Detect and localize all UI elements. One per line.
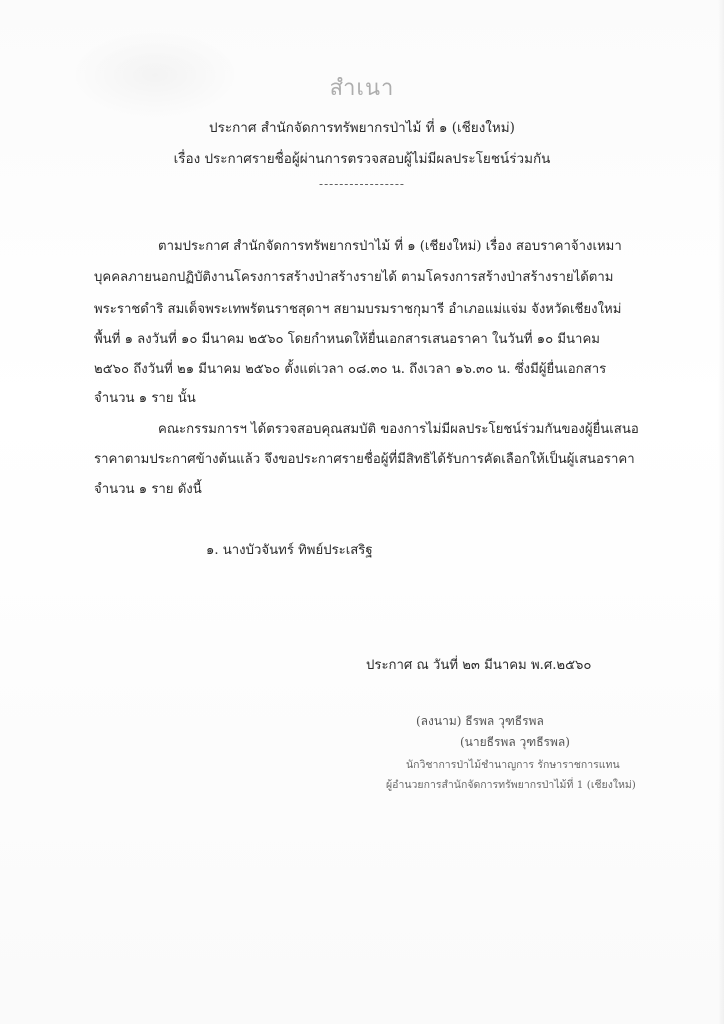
body-line-1: ตามประกาศ สำนักจัดการทรัพยากรป่าไม้ ที่ ๑ (เชียงใหม่) เรื่อง สอบราคาจ้างเหมา bbox=[158, 239, 622, 254]
header-separator: ----------------- bbox=[319, 177, 405, 191]
body-line-2: บุคคลภายนอกปฏิบัติงานโครงการสร้างป่าสร้างรายได้ ตามโครงการสร้างป่าสร้างรายได้ตาม bbox=[94, 270, 614, 285]
body-line-5: ๒๕๖๐ ถึงวันที่ ๒๑ มีนาคม ๒๕๖๐ ตั้งแต่เวลา ๐๘.๓๐ น. ถึงเวลา ๑๖.๓๐ น. ซึ่งมีผู้ยื่นเอกสาร bbox=[94, 362, 607, 377]
body-line-3: พระราชดำริ สมเด็จพระเทพรัตนราชสุดาฯ สยามบรมราชกุมารี อำเภอแม่แจ่ม จังหวัดเชียงใหม่ bbox=[94, 302, 622, 317]
announcement-date: ประกาศ ณ วันที่ ๒๓ มีนาคม พ.ศ.๒๕๖๐ bbox=[366, 658, 592, 673]
signature-signed: (ลงนาม) ธีรพล วุฑธีรพล bbox=[416, 714, 544, 728]
signature-name: (นายธีรพล วุฑธีรพล) bbox=[460, 735, 570, 749]
body-line-6: จำนวน ๑ ราย นั้น bbox=[94, 391, 196, 406]
committee-line-3: จำนวน ๑ ราย ดังนี้ bbox=[94, 482, 202, 497]
committee-line-1: คณะกรรมการฯ ได้ตรวจสอบคุณสมบัติ ของการไม่มีผลประโยชน์ร่วมกันของผู้ยื่นเสนอ bbox=[158, 422, 639, 437]
signature-position-1: นักวิชาการป่าไม้ชำนาญการ รักษาราชการแทน bbox=[406, 759, 620, 771]
body-line-4: พื้นที่ ๑ ลงวันที่ ๑๐ มีนาคม ๒๕๖๐ โดยกำหนดให้ยื่นเอกสารเสนอราคา ในวันที่ ๑๐ มีนาคม bbox=[94, 332, 600, 347]
header-title: ประกาศ สำนักจัดการทรัพยากรป่าไม้ ที่ ๑ (เชียงใหม่) bbox=[209, 120, 515, 136]
signature-position-2: ผู้อำนวยการสำนักจัดการทรัพยากรป่าไม้ที่ 1 (เชียงใหม่) bbox=[386, 779, 636, 791]
committee-line-2: ราคาตามประกาศข้างต้นแล้ว จึงขอประกาศรายชื่อผู้ที่มีสิทธิได้รับการคัดเลือกให้เป็นผู้เสนอราคา bbox=[94, 452, 635, 467]
header-subject: เรื่อง ประกาศรายชื่อผู้ผ่านการตรวจสอบผู้ไม่มีผลประโยชน์ร่วมกัน bbox=[173, 151, 551, 167]
candidate-name: ๑. นางบัวจันทร์ ทิพย์ประเสริฐ bbox=[206, 543, 373, 558]
scan-edge-shadow bbox=[718, 0, 724, 1024]
copy-stamp: สำเนา bbox=[329, 76, 395, 101]
